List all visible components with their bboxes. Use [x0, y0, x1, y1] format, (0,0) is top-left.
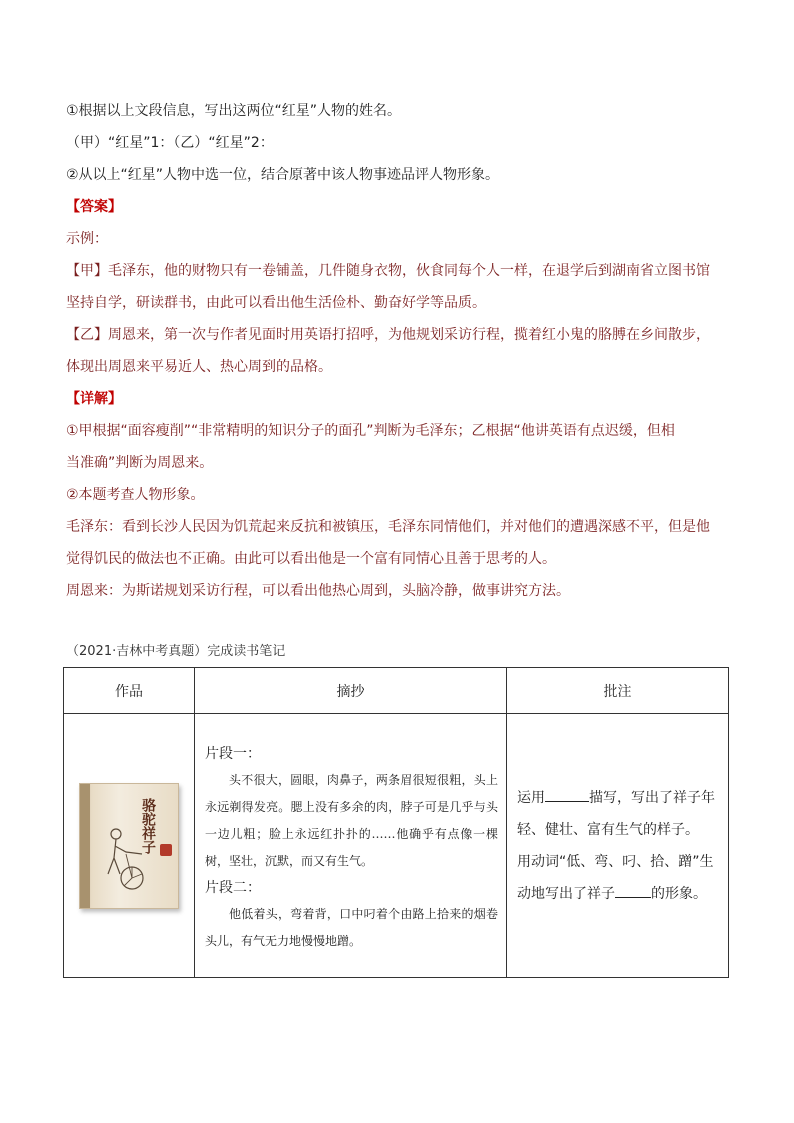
comment-1-line-1 [517, 782, 718, 814]
excerpt-cell [195, 714, 507, 978]
answer-blank-1[interactable] [545, 787, 589, 802]
table-row [64, 714, 729, 978]
excerpt-1-text: 头不很大，圆眼，肉鼻子，两条眉很短很粗，头上永远剃得发亮。腮上没有多余的肉，脖子可是几乎与头一边儿粗；脸上永远红扑扑的……他确乎有点像一棵树，坚壮，沉默，而又有生气。 [205, 772, 498, 868]
table-header-row [64, 668, 729, 714]
book-cover-title: 骆驼祥子 [140, 797, 156, 854]
comment-1-line-2: 轻、健壮、富有生气的样子。 [517, 821, 699, 838]
excerpt-2-label: 片段二： [205, 879, 261, 896]
explanation-1-line-1: ①甲根据“面容瘦削”“非常精明的知识分子的面孔”判断为毛泽东；乙根据“他讲英语有点迟缓，但相 [66, 423, 675, 439]
answer-example-label: 示例： [66, 231, 108, 247]
comment-2-suffix: 的形象。 [651, 885, 707, 902]
answer-jia-line-1: 【甲】毛泽东，他的财物只有一卷铺盖，几件随身衣物，伙食同每个人一样，在退学后到湖南省立图书馆 [66, 263, 710, 279]
excerpt-2-text: 他低着头，弯着背，口中叼着个由路上拾来的烟卷头儿，有气无力地慢慢地蹭。 [205, 906, 498, 948]
header-excerpt: 摘抄 [195, 668, 507, 714]
comment-1-prefix: 运用 [517, 789, 545, 806]
book-cover-image [79, 783, 179, 909]
rickshaw-puller-illustration [102, 824, 146, 894]
book-seal-icon [160, 844, 172, 856]
header-comment: 批注 [507, 668, 729, 714]
question-1-fill: （甲）“红星”1：（乙）“红星”2： [66, 135, 274, 151]
comment-2-line-2 [517, 878, 718, 910]
explanation-1-line-2: 当准确”判断为周恩来。 [66, 455, 214, 471]
question-2: ②从以上“红星”人物中选一位，结合原著中该人物事迹品评人物形象。 [66, 167, 500, 183]
explanation-zhou: 周恩来：为斯诺规划采访行程，可以看出他热心周到，头脑冷静，做事讲究方法。 [66, 583, 570, 599]
answer-yi-line-1: 【乙】周恩来，第一次与作者见面时用英语打招呼，为他规划采访行程，揽着红小鬼的胳膊在乡间散步， [66, 327, 710, 343]
comment-2-line-1: 用动词“低、弯、叼、拾、蹭”生 [517, 853, 714, 870]
reading-notes-table [63, 667, 729, 978]
comment-cell [507, 714, 729, 978]
answer-jia-line-2: 坚持自学，研读群书，由此可以看出他生活俭朴、勤奋好学等品质。 [66, 295, 486, 311]
explanation-mao-line-1: 毛泽东：看到长沙人民因为饥荒起来反抗和被镇压，毛泽东同情他们，并对他们的遭遇深感不平，但是他 [66, 519, 710, 535]
excerpt-1-label: 片段一： [205, 745, 261, 762]
answer-heading: 【答案】 [66, 199, 122, 215]
answer-yi-line-2: 体现出周恩来平易近人、热心周到的品格。 [66, 359, 332, 375]
explanation-2: ②本题考查人物形象。 [66, 487, 205, 503]
answer-blank-2[interactable] [615, 883, 651, 898]
book-spine [80, 784, 90, 908]
header-work: 作品 [64, 668, 195, 714]
question-source: （2021·吉林中考真题）完成读书笔记 [66, 644, 286, 659]
book-cell [64, 714, 195, 978]
question-1: ①根据以上文段信息，写出这两位“红星”人物的姓名。 [66, 103, 402, 119]
comment-1-suffix: 描写，写出了祥子年 [589, 789, 715, 806]
explanation-heading: 【详解】 [66, 391, 122, 407]
comment-2-prefix: 动地写出了祥子 [517, 885, 615, 902]
explanation-mao-line-2: 觉得饥民的做法也不正确。由此可以看出他是一个富有同情心且善于思考的人。 [66, 551, 556, 567]
